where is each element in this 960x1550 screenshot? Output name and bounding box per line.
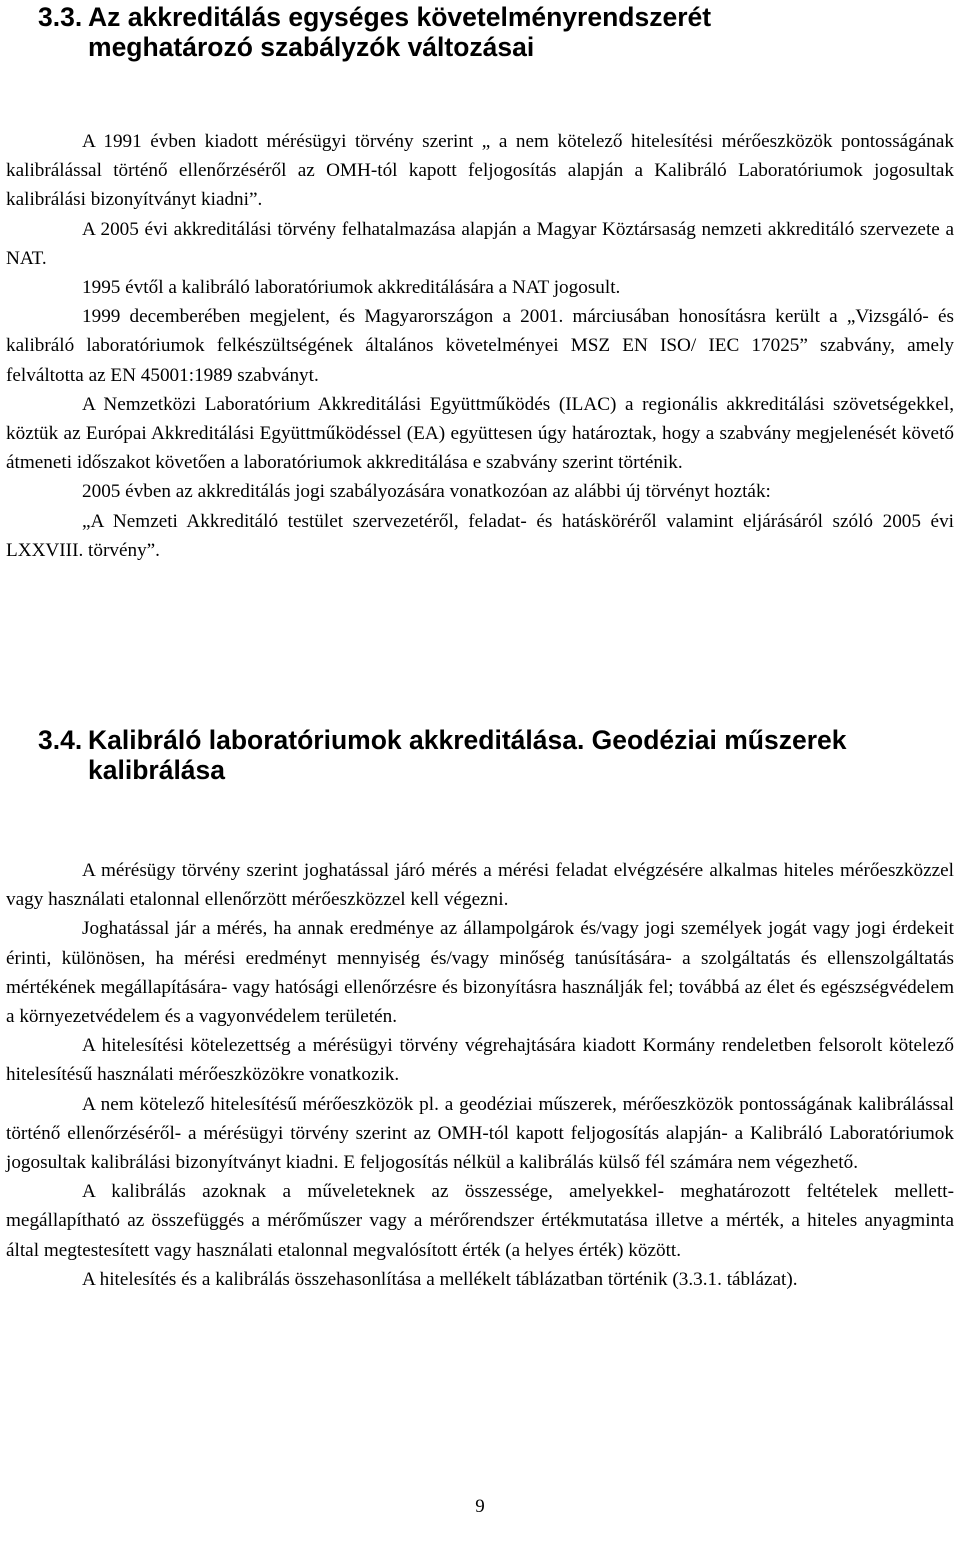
paragraph: A 1991 évben kiadott mérésügyi törvény szerint „ a nem kötelező hitelesítési mérőeszközök pontosságának kalibrálással történő ellenőrzéséről az OMH-tól kapott feljogosítás alapján a Kalibráló Laboratóriumok jogosultak kalibrálási bizonyítványt kiadni”. <box>6 131 954 211</box>
section-heading-3-4 <box>38 725 958 785</box>
page-number: 9 <box>475 1496 485 1517</box>
paragraph: 2005 évben az akkreditálás jogi szabályozására vonatkozóan az alábbi új törvényt hozták: <box>82 481 771 503</box>
section-3-4-body <box>6 856 954 1294</box>
paragraph: A Nemzetközi Laboratórium Akkreditálási Együttműködés (ILAC) a regionális akkreditálási szövetségekkel, köztük az Európai Akkreditálási Együttműködéssel (EA) együttesen úgy határoztak, hogy a szabvány megjelenését követő átmeneti időszakot követően a laboratóriumok akkreditálása e szabvány szerint történik. <box>6 393 954 474</box>
paragraph: A kalibrálás azoknak a műveleteknek az összessége, amelyekkel- meghatározott feltételek mellett- megállapítható az összefüggés a mérőműszer vagy a mérőrendszer értékmutatása illetve a mérték, a hiteles anyagminta által megtestesített vagy használati etalonnal megvalósított érték (a helyes érték) között. <box>6 1181 954 1261</box>
section-title-line-2: kalibrálása <box>88 755 226 785</box>
section-number: 3.4. <box>38 725 83 755</box>
section-3-3-body <box>6 127 954 565</box>
section-number: 3.3. <box>38 2 83 32</box>
section-heading-3-3 <box>38 2 938 62</box>
paragraph: A mérésügy törvény szerint joghatással járó mérés a mérési feladat elvégzésére alkalmas hiteles mérőeszközzel vagy használati etalonnal ellenőrzött mérőeszközzel kell végezni. <box>6 860 954 911</box>
paragraph: Joghatással jár a mérés, ha annak eredménye az állampolgárok és/vagy jogi személyek jogát vagy jogi érdekeit érinti, különösen, ha mérési eredményt mennyiség és/vagy minőség tanúsítására- a szolgáltatás és ellenszolgáltatás mértékének megállapítására- vagy hatósági ellenőrzésre és bizonyításra használják fel; továbbá az élet és egészségvédelem a környezetvédelem és a vagyonvédelem területén. <box>6 918 954 1028</box>
paragraph: 1999 decemberében megjelent, és Magyarországon a 2001. márciusában honosításra került a „Vizsgáló- és kalibráló laboratóriumok felkészültségének általános követelményei MSZ EN ISO/ IEC 17025” szabvány, amely felváltotta az EN 45001:1989 szabványt. <box>6 306 954 386</box>
paragraph: 1995 évtől a kalibráló laboratóriumok akkreditálására a NAT jogosult. <box>82 277 621 299</box>
paragraph: A hitelesítési kötelezettség a mérésügyi törvény végrehajtására kiadott Kormány rendeletben felsorolt kötelező hitelesítésű használati mérőeszközökre vonatkozik. <box>6 1035 954 1086</box>
paragraph: A 2005 évi akkreditálási törvény felhatalmazása alapján a Magyar Köztársaság nemzeti akkreditáló szervezete a NAT. <box>6 218 954 269</box>
section-title-line-1: Kalibráló laboratóriumok akkreditálása. Geodéziai műszerek <box>88 725 847 755</box>
section-title-line-1: Az akkreditálás egységes követelményrendszerét <box>88 2 712 32</box>
paragraph: A nem kötelező hitelesítésű mérőeszközök pl. a geodéziai műszerek, mérőeszközök pontosságának kalibrálással történő ellenőrzéséről- a mérésügyi törvény szerint az OMH-tól kapott feljogosítás alapján- a Kalibráló Laboratóriumok jogosultak kalibrálási bizonyítványt kiadni. E feljogosítás nélkül a kalibrálás külső fél számára nem végezhető. <box>6 1093 954 1174</box>
section-title-line-2: meghatározó szabályzók változásai <box>88 32 535 62</box>
paragraph: „A Nemzeti Akkreditáló testület szervezetéről, feladat- és hatásköréről valamint eljárásáról szóló 2005 évi LXXVIII. törvény”. <box>6 510 954 561</box>
paragraph: A hitelesítés és a kalibrálás összehasonlítása a mellékelt táblázatban történik (3.3.1. táblázat). <box>82 1268 798 1290</box>
